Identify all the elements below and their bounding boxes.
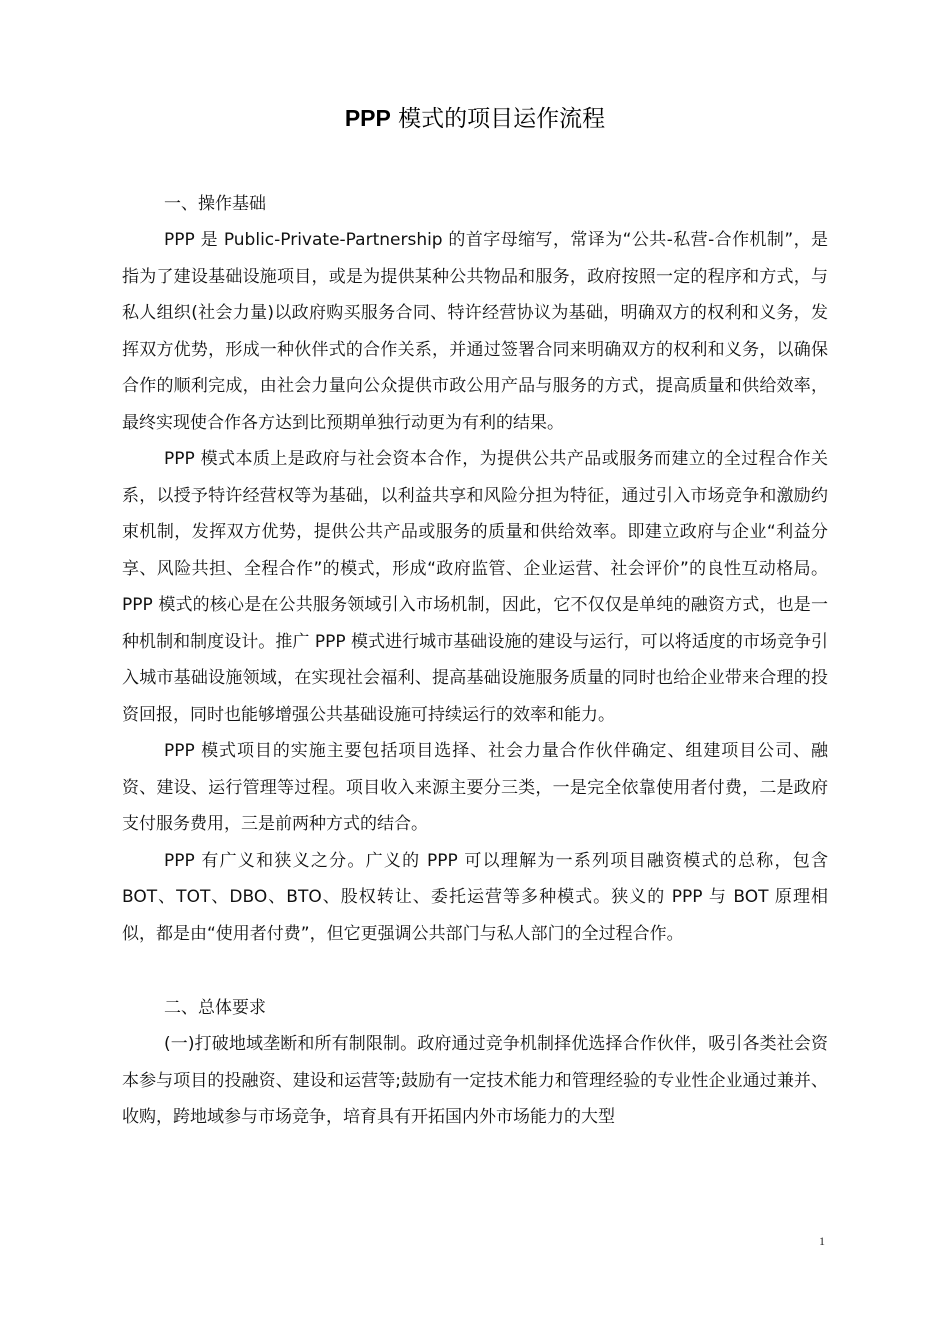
page-number: 1 bbox=[819, 1234, 825, 1248]
document-title-acronym: PPP bbox=[344, 105, 391, 131]
section-heading-operation-basis: 一、操作基础 bbox=[164, 194, 266, 214]
section-spacer bbox=[122, 952, 828, 990]
paragraph-ppp-implementation: PPP 模式项目的实施主要包括项目选择、社会力量合作伙伴确定、组建项目公司、融资、建设、运行管理等过程。项目收入来源主要分三类，一是完全依靠使用者付费，二是政府支付服务费用，三是前两种方式的结合。 bbox=[122, 741, 828, 834]
paragraph-ppp-definition: PPP 是 Public-Private-Partnership 的首字母缩写，常译为“公共-私营-合作机制”，是指为了建设基础设施项目，或是为提供某种公共物品和服务，政府按照一定的程序和方式，与私人组织(社会力量)以政府购买服务合同、特许经营协议为基础，明确双方的权利和义务，发挥双方优势，形成一种伙伴式的合作关系，并通过签署合同来明确双方的权利和义务，以确保合作的顺利完成，由社会力量向公众提供市政公用产品与服务的方式，提高质量和供给效率，最终实现使合作各方达到比预期单独行动更为有利的结果。 bbox=[122, 230, 828, 433]
section-heading-general-requirements: 二、总体要求 bbox=[164, 998, 266, 1018]
document-title bbox=[0, 100, 950, 137]
document-title-text: 模式的项目运作流程 bbox=[390, 106, 606, 132]
document-body bbox=[122, 186, 828, 1136]
paragraph-ppp-essence: PPP 模式本质上是政府与社会资本合作，为提供公共产品或服务而建立的全过程合作关系，以授予特许经营权等为基础，以利益共享和风险分担为特征，通过引入市场竞争和激励约束机制，发挥双方优势，提供公共产品或服务的质量和供给效率。即建立政府与企业“利益分享、风险共担、全程合作”的模式，形成“政府监管、企业运营、社会评价”的良性互动格局。PPP 模式的核心是在公共服务领域引入市场机制，因此，它不仅仅是单纯的融资方式，也是一种机制和制度设计。推广 PPP 模式进行城市基础设施的建设与运行，可以将适度的市场竞争引入城市基础设施领域，在实现社会福利、提高基础设施服务质量的同时也给企业带来合理的投资回报，同时也能够增强公共基础设施可持续运行的效率和能力。 bbox=[122, 449, 828, 725]
paragraph-ppp-broad-narrow: PPP 有广义和狭义之分。广义的 PPP 可以理解为一系列项目融资模式的总称，包含 BOT、TOT、DBO、BTO、股权转让、委托运营等多种模式。狭义的 PPP 与 BOT 原理相似，都是由“使用者付费”，但它更强调公共部门与私人部门的全过程合作。 bbox=[122, 850, 828, 944]
paragraph-break-monopoly: (一)打破地域垄断和所有制限制。政府通过竞争机制择优选择合作伙伴，吸引各类社会资本参与项目的投融资、建设和运营等;鼓励有一定技术能力和管理经验的专业性企业通过兼并、收购，跨地域参与市场竞争，培育具有开拓国内外市场能力的大型 bbox=[122, 1034, 828, 1127]
